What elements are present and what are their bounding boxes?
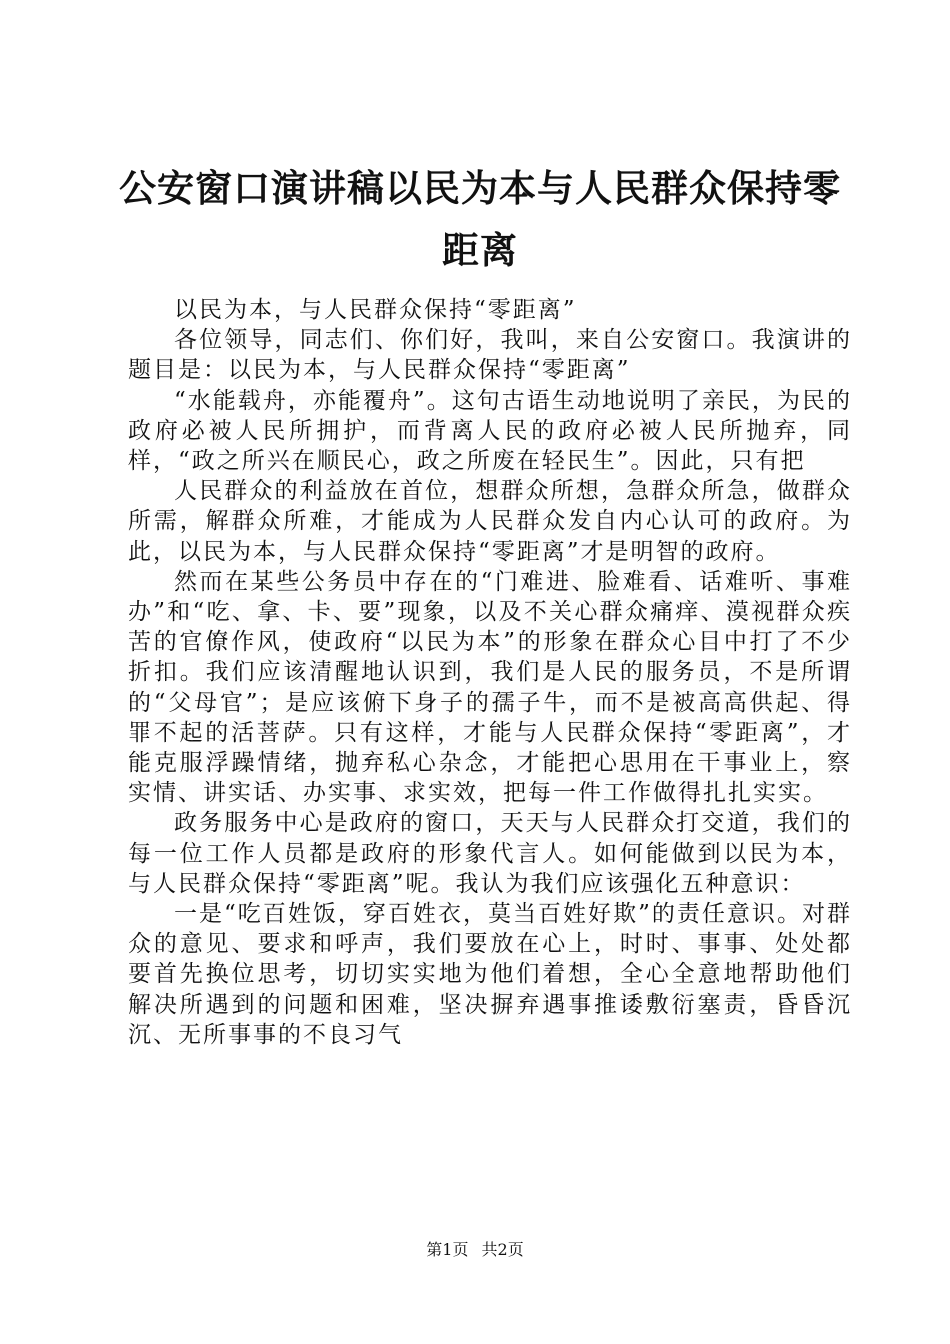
page-total: 共2页: [481, 1240, 524, 1259]
document-title: 公安窗口演讲稿以民为本与人民群众保持零距离: [119, 167, 841, 272]
paragraph-responsibility: 一是“吃百姓饭，穿百姓衣，莫当百姓好欺”的责任意识。对群众的意见、要求和呼声，我们要放在心上，时时、事事、处处都要首先换位思考，切切实实地为他们着想，全心全意地帮助他们解决所遇到的问题和困难，坚决摒弃遇事推诿敷衍塞责，昏昏沉沉、无所事事的不良习气: [128, 901, 852, 1048]
paragraph-service-center: 政务服务中心是政府的窗口，天天与人民群众打交道，我们的每一位工作人员都是政府的形象代言人。如何能做到以民为本，与人民群众保持“零距离”呢。我认为我们应该强化五种意识：: [128, 810, 852, 897]
paragraph-quote: “水能载舟，亦能覆舟”。这句古语生动地说明了亲民，为民的政府必被人民所拥护，而背离人民的政府必被人民所抛弃，同样，“政之所兴在顺民心，政之所废在轻民生”。因此，只有把: [128, 387, 852, 475]
page-number: 第1页: [426, 1240, 469, 1259]
paragraph-interest: 人民群众的利益放在首位，想群众所想，急群众所急，做群众所需，解群众所难，才能成为人民群众发自内心认可的政府。为此，以民为本，与人民群众保持“零距离”才是明智的政府。: [128, 478, 852, 565]
paragraph-subtitle: 以民为本，与人民群众保持“零距离”: [174, 297, 577, 323]
page-footer: [0, 1240, 950, 1260]
paragraph-problems: 然而在某些公务员中存在的“门难进、脸难看、话难听、事难办”和“吃、拿、卡、要”现象，以及不关心群众痛痒、漠视群众疾苦的官僚作风，使政府“以民为本”的形象在群众心目中打了不少折扣。我们应该清醒地认识到，我们是人民的服务员，不是所谓的“父母官”；是应该俯下身子的孺子牛，而不是被高高供起、得罪不起的活菩萨。只有这样，才能与人民群众保持“零距离”，才能克服浮躁情绪，抛弃私心杂念，才能把心思用在干事业上，察实情、讲实话、办实事、求实效，把每一件工作做得扎扎实实。: [128, 568, 852, 807]
document-body: [128, 295, 852, 1050]
paragraph-greeting: 各位领导，同志们、你们好，我叫，来自公安窗口。我演讲的题目是：以民为本，与人民群众保持“零距离”: [128, 327, 852, 384]
